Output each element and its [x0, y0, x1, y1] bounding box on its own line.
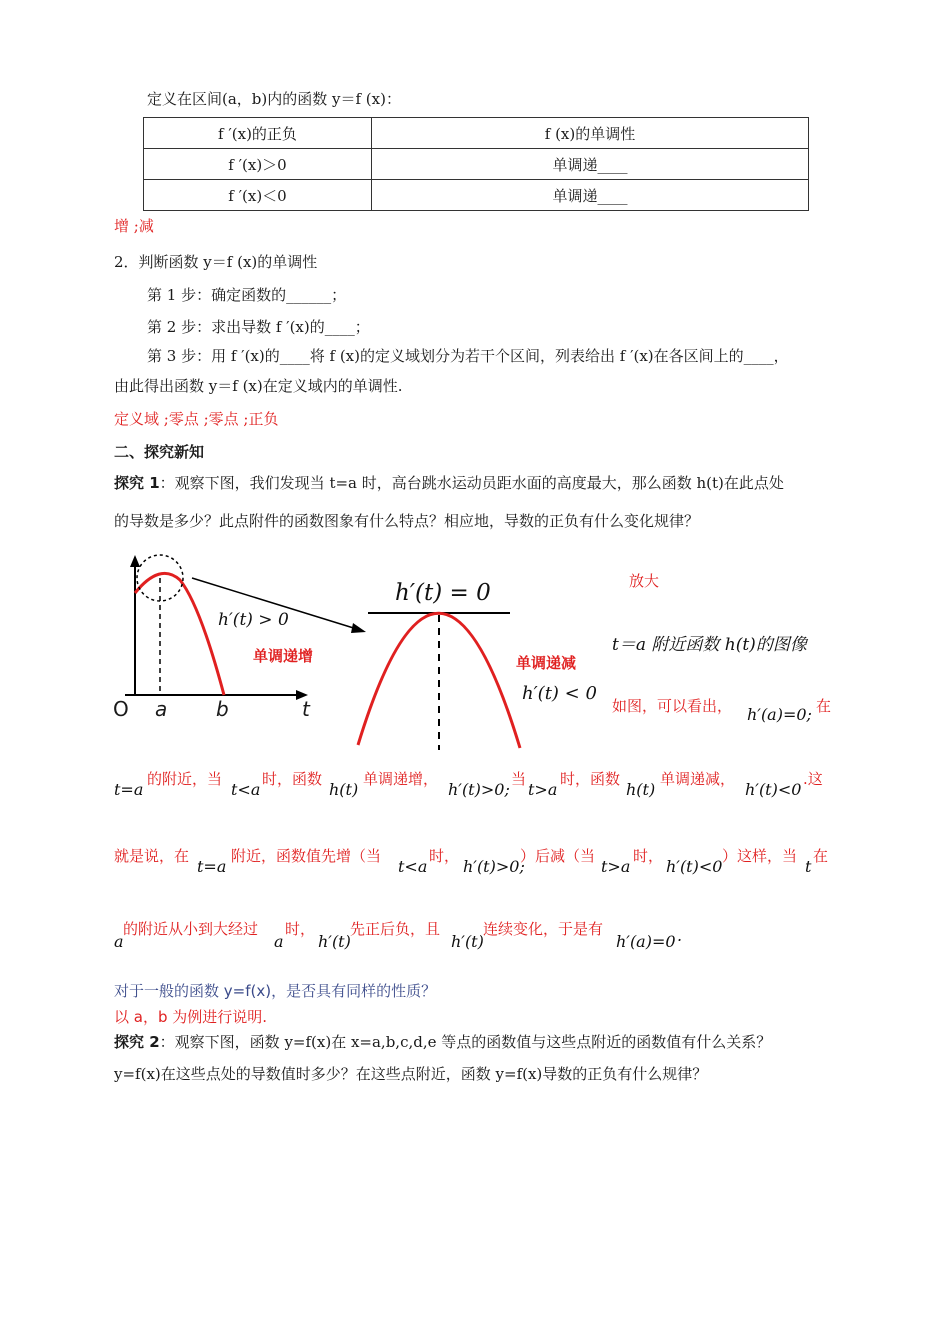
answer-2: 定义域 ;零点 ;零点 ;正负 — [114, 410, 279, 428]
math-expression: h′(t) — [451, 932, 484, 951]
explore-2-line-1 — [114, 1031, 771, 1052]
step-3-line-2: 由此得出函数 y＝f (x)在定义域内的单调性. — [114, 377, 403, 395]
step-1: 第 1 步：确定函数的______； — [147, 286, 347, 304]
math-expression: h′(t)>0; — [448, 780, 510, 799]
math-expression: h(t) — [329, 780, 359, 799]
question-text: 对于一般的函数 y=f(x)，是否具有同样的性质？ — [114, 982, 437, 1000]
section-heading: 二、探究新知 — [114, 443, 205, 461]
table-cell: f ′(x)＞0 — [144, 149, 372, 180]
t-label: t — [302, 697, 310, 721]
note-text: 就是说，在 — [114, 847, 190, 865]
origin-label: O — [113, 697, 129, 721]
note-text: 时，函数 — [560, 770, 621, 788]
math-expression: h(t) — [626, 780, 656, 799]
b-label: b — [216, 697, 229, 721]
math-expression: t=a — [114, 780, 144, 799]
table-cell: f ′(x)＜0 — [144, 180, 372, 211]
math-expression: t>a — [528, 780, 558, 799]
note-text: 时，函数 — [262, 770, 323, 788]
note-text: 当 — [511, 770, 527, 788]
math-expression: a — [274, 932, 284, 951]
note-text: 先正后负，且 — [350, 920, 441, 938]
zoom-caption: t＝a 附近函数 h(t)的图像 — [612, 635, 807, 655]
section-2-title: 2．判断函数 y＝f (x)的单调性 — [114, 253, 318, 271]
note-text: 单调递增， — [363, 770, 439, 788]
note-text: 连续变化，于是有 — [483, 920, 604, 938]
math-expression: . — [677, 926, 683, 945]
math-expression: t=a — [197, 857, 227, 876]
explore-1-line-2: 的导数是多少？此点附件的函数图象有什么特点？相应地，导数的正负有什么变化规律？ — [114, 512, 700, 530]
y-axis-arrow — [130, 555, 140, 567]
example-text: 以 a，b 为例进行说明. — [114, 1008, 268, 1026]
note-text: .这 — [803, 770, 823, 788]
explore-2-label: 探究 2 — [114, 1033, 160, 1051]
note-text: 单调递减， — [660, 770, 736, 788]
zoom-note: 放大 — [629, 572, 660, 590]
step-2: 第 2 步：求出导数 f ′(x)的____； — [147, 318, 370, 336]
answer-1: 增 ;减 — [114, 217, 154, 235]
derivative-negative-label: h′(t) < 0 — [522, 683, 597, 704]
derivative-positive-label: h′(t) > 0 — [218, 610, 289, 630]
note-text: 的附近从小到大经过 — [123, 920, 259, 938]
math-expression: h′(a)=0; — [747, 705, 812, 724]
math-expression: h′(a)=0 — [616, 932, 676, 951]
note-text: 时， — [633, 847, 664, 865]
math-expression: t>a — [601, 857, 631, 876]
decreasing-label: 单调递减 — [516, 654, 577, 672]
intro-text: 定义在区间(a，b)内的函数 y＝f (x)： — [147, 90, 401, 108]
math-expression: a — [114, 932, 124, 951]
a-label: a — [155, 697, 168, 721]
note-text: 的附近，当 — [147, 770, 223, 788]
step-3-line-1: 第 3 步：用 f ′(x)的____将 f (x)的定义域划分为若干个区间，列表给出 f ′(x)在各区间上的____， — [147, 347, 789, 365]
explore-2-line-2: y=f(x)在这些点处的导数值时多少？在这些点附近，函数 y=f(x)导数的正负有什么规律？ — [114, 1065, 708, 1083]
table-header-cell: f ′(x)的正负 — [144, 118, 372, 149]
table-header-cell: f (x)的单调性 — [372, 118, 809, 149]
math-expression: h′(t) — [318, 932, 351, 951]
note-text: 在 — [816, 697, 832, 715]
math-expression: h′(t)<0 — [745, 780, 802, 799]
note-text: 时， — [429, 847, 460, 865]
math-expression: t<a — [398, 857, 428, 876]
note-text: 时， — [285, 920, 316, 938]
table-cell: 单调递____ — [372, 180, 809, 211]
math-expression: h′(t)<0 — [666, 857, 723, 876]
explore-1-text: ：观察下图，我们发现当 t=a 时，高台跳水运动员距水面的高度最大，那么函数 h(t)在此点处 — [159, 474, 784, 492]
zoom-arrow-head — [351, 623, 366, 633]
note-text: ）这样，当 — [722, 847, 798, 865]
note-text: ）后减（当 — [520, 847, 596, 865]
note-text: 附近，函数值先增（当 — [231, 847, 382, 865]
height-curve — [135, 573, 224, 695]
math-expression: t — [805, 857, 812, 876]
note-text: 如图，可以看出， — [612, 697, 733, 715]
explore-1-label: 探究 1 — [114, 474, 160, 492]
explore-2-text: ：观察下图，函数 y=f(x)在 x=a,b,c,d,e 等点的函数值与这些点附近的函数值有什么关系？ — [159, 1033, 772, 1051]
note-text: 在 — [813, 847, 829, 865]
derivative-zero-label: h′(t) = 0 — [395, 580, 491, 606]
math-expression: t<a — [231, 780, 261, 799]
table-cell: 单调递____ — [372, 149, 809, 180]
increasing-label: 单调递增 — [253, 647, 314, 665]
math-expression: h′(t)>0; — [463, 857, 525, 876]
